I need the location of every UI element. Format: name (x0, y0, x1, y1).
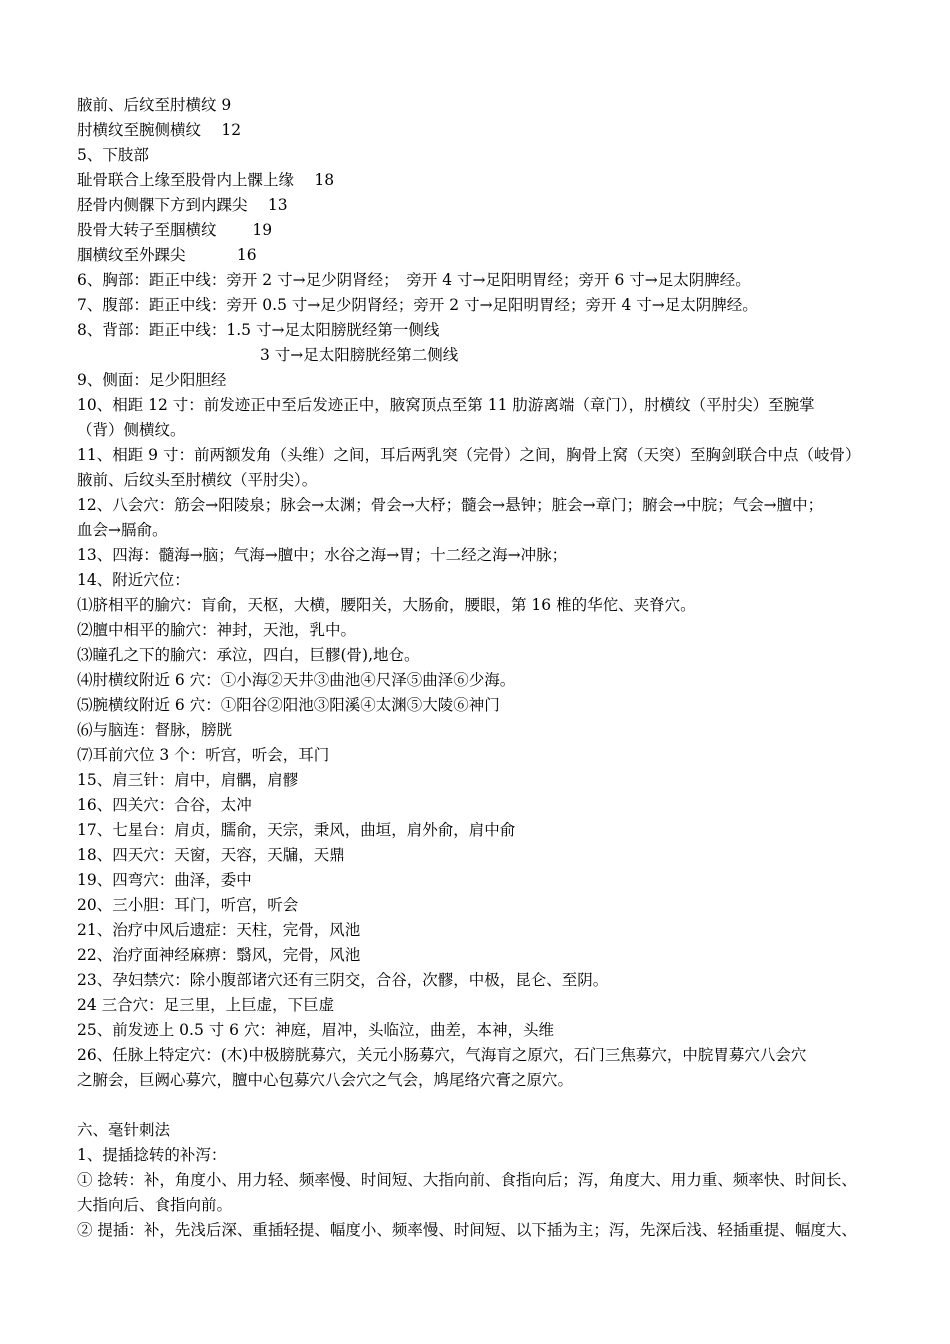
text-line: 16、四关穴：合谷，太冲 (77, 796, 252, 814)
text-line: 8、背部：距正中线：1.5 寸→足太阳膀胱经第一侧线 (77, 321, 440, 339)
text-line: 腘横纹至外踝尖 16 (77, 246, 257, 264)
text-line: 13、四海：髓海→脑；气海→膻中；水谷之海→胃；十二经之海→冲脉； (77, 546, 568, 564)
text-line: 9、侧面：足少阳胆经 (77, 371, 227, 389)
text-line: 12、八会穴：筋会→阳陵泉；脉会→太渊；骨会→大杼；髓会→悬钟；脏会→章门；腑会→中脘；气会→膻中； (77, 496, 824, 514)
text-line: ⑸腕横纹附近 6 穴：①阳谷②阳池③阳溪④太渊⑤大陵⑥神门 (77, 696, 500, 714)
text-line: 15、肩三针：肩中，肩髃，肩髎 (77, 771, 299, 789)
text-line: ⑺耳前穴位 3 个：听宫，听会，耳门 (77, 746, 330, 764)
text-line: 1、提插捻转的补泻： (77, 1146, 227, 1164)
section-heading: 5、下肢部 (77, 146, 149, 164)
text-line: ⑵膻中相平的腧穴：神封，天池，乳中。 (77, 621, 357, 639)
text-line: （背）侧横纹。 (77, 421, 186, 439)
text-line: 17、七星台：肩贞，臑俞，天宗，秉风，曲垣，肩外俞，肩中俞 (77, 821, 516, 839)
text-line: 3 寸→足太阳膀胱经第二侧线 (260, 346, 459, 364)
text-line: ② 提插：补，先浅后深、重插轻提、幅度小、频率慢、时间短、以下插为主；泻，先深后浅、轻插重提、幅度大、 (77, 1221, 857, 1239)
text-line: 18、四天穴：天窗，天容，天牖，天鼎 (77, 846, 345, 864)
text-line: ⑷肘横纹附近 6 穴：①小海②天井③曲池④尺泽⑤曲泽⑥少海。 (77, 671, 516, 689)
text-line: 大指向后、食指向前。 (77, 1196, 233, 1214)
text-line: 7、腹部：距正中线：旁开 0.5 寸→足少阴肾经；旁开 2 寸→足阳明胃经；旁开 4 寸→足太阴脾经。 (77, 296, 758, 314)
text-line: ⑹与脑连：督脉，膀胱 (77, 721, 233, 739)
text-line: 6、胸部：距正中线：旁开 2 寸→足少阴肾经； 旁开 4 寸→足阳明胃经；旁开 6 寸→足太阴脾经。 (77, 271, 751, 289)
text-line: 腋前、后纹至肘横纹 9 (77, 96, 232, 114)
text-line: 21、治疗中风后遗症：天柱，完骨，风池 (77, 921, 361, 939)
text-line: 胫骨内侧髁下方到内踝尖 13 (77, 196, 288, 214)
text-line: 之腑会，巨阙心募穴，膻中心包募穴八会穴之气会，鸠尾络穴膏之原穴。 (77, 1071, 574, 1089)
text-line: 26、任脉上特定穴：(木)中极膀胱募穴，关元小肠募穴，气海肓之原穴，石门三焦募穴，中脘胃募穴八会穴 (77, 1046, 807, 1064)
text-line: 股骨大转子至腘横纹 19 (77, 221, 273, 239)
text-line: 血会→膈俞。 (77, 521, 168, 539)
text-line: 22、治疗面神经麻痹：翳风，完骨，风池 (77, 946, 361, 964)
text-line: ① 捻转：补，角度小、用力轻、频率慢、时间短、大指向前、食指向后；泻，角度大、用力重、频率快、时间长、 (77, 1171, 857, 1189)
text-line: 24 三合穴：足三里，上巨虚，下巨虚 (77, 996, 335, 1014)
text-line: ⑴脐相平的腧穴：肓俞，天枢，大横，腰阳关，大肠俞，腰眼，第 16 椎的华佗、夹脊穴。 (77, 596, 696, 614)
text-line: 19、四弯穴：曲泽，委中 (77, 871, 252, 889)
section-heading: 六、毫针刺法 (77, 1121, 171, 1139)
text-line: 耻骨联合上缘至股骨内上髁上缘 18 (77, 171, 335, 189)
text-line: 腋前、后纹头至肘横纹（平肘尖）。 (77, 471, 318, 489)
text-line: 肘横纹至腕侧横纹 12 (77, 121, 242, 139)
text-line: 20、三小胆：耳门，听宫，听会 (77, 896, 299, 914)
text-line: 23、孕妇禁穴：除小腹部诸穴还有三阴交，合谷，次髎，中极，昆仑、至阴。 (77, 971, 609, 989)
text-line: ⑶瞳孔之下的腧穴：承泣，四白，巨髎(骨),地仓。 (77, 646, 420, 664)
text-line: 11、相距 9 寸：前两额发角（头维）之间，耳后两乳突（完骨）之间，胸骨上窝（天突）至胸剑联合中点（岐骨） (77, 446, 861, 464)
text-line: 14、附近穴位： (77, 571, 190, 589)
text-line: 10、相距 12 寸：前发迹正中至后发迹正中，腋窝顶点至第 11 肋游离端（章门），肘横纹（平肘尖）至腕掌 (77, 396, 815, 414)
text-line: 25、前发迹上 0.5 寸 6 穴：神庭，眉冲，头临泣，曲差，本神，头维 (77, 1021, 554, 1039)
